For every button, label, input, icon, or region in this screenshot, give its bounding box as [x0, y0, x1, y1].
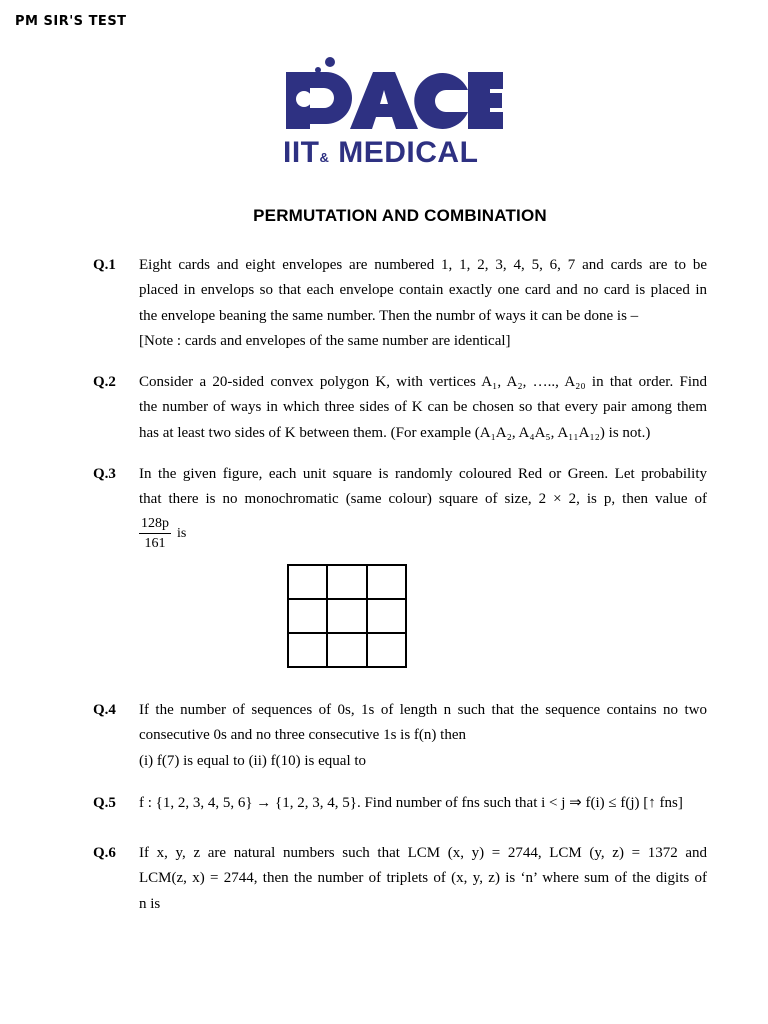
- fraction: [139, 515, 171, 552]
- logo-sub-iit: IIT: [283, 136, 320, 169]
- question-text: [139, 791, 707, 816]
- question-number: Q.4: [93, 702, 116, 718]
- question-text: [139, 841, 707, 917]
- question-text: [139, 253, 707, 354]
- fraction-denominator: 161: [144, 535, 166, 551]
- question-text: [139, 698, 707, 774]
- question-parts: [139, 749, 707, 774]
- question-text: [139, 370, 707, 446]
- grid-cell: [288, 565, 327, 599]
- question-line: Consider a 20-sided convex polygon K, with vertices A₁, A₂, ….., A₂₀ in that order. Find: [139, 374, 707, 390]
- grid-cell: [288, 599, 327, 633]
- header-tag: PM SIR'S TEST: [15, 14, 127, 29]
- grid-cell: [367, 565, 406, 599]
- pace-logo: [0, 0, 768, 180]
- question-number: Q.6: [93, 845, 116, 861]
- question-number: Q.5: [93, 795, 116, 811]
- grid-cell: [327, 599, 366, 633]
- question-number: Q.3: [93, 466, 116, 482]
- page-title: PERMUTATION AND COMBINATION: [253, 206, 547, 225]
- logo-sub-medical: MEDICAL: [338, 136, 479, 169]
- fraction-line: [139, 515, 707, 552]
- question-number: Q.2: [93, 374, 116, 390]
- grid-cell: [367, 599, 406, 633]
- question-line: that there is no monochromatic (same colour) square of size, 2 × 2, is p, then value of: [139, 491, 707, 508]
- logo-sub-amp: &: [319, 150, 330, 165]
- question-line: [Note : cards and envelopes of the same number are identical]: [139, 332, 511, 349]
- part-ii: (ii) f(10) is equal to: [248, 752, 367, 769]
- grid-cell: [288, 633, 327, 667]
- question-line: LCM(z, x) = 2744, then the number of triplets of (x, y, z) is ‘n’ where sum of the digits of: [139, 870, 707, 887]
- question-line: placed in envelops so that each envelope contain exactly one card and no card is placed in: [139, 282, 707, 299]
- question-line: n is: [139, 895, 161, 912]
- question-line: Eight cards and eight envelopes are numbered 1, 1, 2, 3, 4, 5, 6, 7 and cards are to be: [139, 257, 707, 273]
- part-i: (i) f(7) is equal to: [139, 752, 245, 769]
- question-line: If x, y, z are natural numbers such that LCM (x, y) = 2744, LCM (y, z) = 1372 and: [139, 845, 707, 861]
- question-line: consecutive 0s and no three consecutive 1s is f(n) then: [139, 727, 466, 744]
- question-number: Q.1: [93, 257, 116, 273]
- fraction-tail: is: [177, 525, 187, 541]
- question-line: the number of ways in which three sides of K can be chosen so that every pair among them: [139, 399, 707, 416]
- question-line: In the given figure, each unit square is randomly coloured Red or Green. Let probability: [139, 466, 707, 482]
- grid-cell: [327, 565, 366, 599]
- figure-3x3-grid: [287, 564, 407, 668]
- question-line: has at least two sides of K between them. (For example (A₁A₂, A₄A₅, A₁₁A₁₂) is not.): [139, 424, 651, 441]
- fraction-numerator: 128p: [139, 515, 171, 534]
- question-text: [139, 462, 707, 552]
- grid-cell: [367, 633, 406, 667]
- grid-cell: [327, 633, 366, 667]
- question-line: If the number of sequences of 0s, 1s of length n such that the sequence contains no two: [139, 702, 707, 718]
- question-line: the envelope beaning the same number. Then the numbr of ways it can be done is –: [139, 307, 639, 324]
- question-line: f : {1, 2, 3, 4, 5, 6} → {1, 2, 3, 4, 5}. Find number of fns such that i < j ⇒ f(i) ≤ f(j) [↑ fns]: [139, 795, 683, 811]
